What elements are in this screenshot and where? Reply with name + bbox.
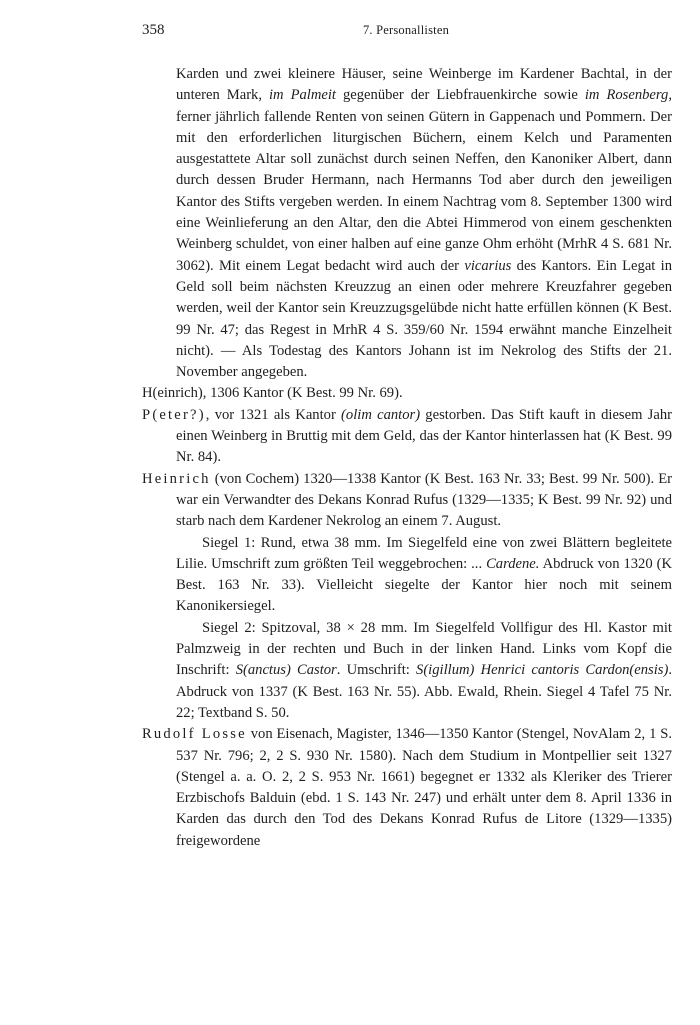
continuation-paragraph: Karden und zwei kleinere Häuser, seine Weinberge im Kardener Bachtal, in der unteren Mark, im Palmeit gegenüber der Liebfrauenkirche sowie im Rosenberg, ferner jährlich fallende Renten von seinen Gütern in Gappenach und Pommern. Der mit den erforderlichen liturgischen Büchern, einem Kelch und Paramenten ausgestattete Altar soll zunächst durch seinen Neffen, den Kanoniker Albert, dann durch dessen Bruder Hermann, nach Hermanns Tod aber durch den jeweiligen Kantor des Stifts vergeben werden. In einem Nachtrag vom 8. September 1300 wird eine Weinlieferung an den Altar, den die Abtei Himmerod von einem geschenkten Weinberg schuldet, von einer halben auf eine ganze Ohm erhöht (MrhR 4 S. 681 Nr. 3062). Mit einem Legat bedacht wird auch der vicarius des Kantors. Ein Legat in Geld soll beim nächsten Kreuzzug an einen oder mehrere Kreuzfahrer gegeben werden, weil der Kantor sein Kreuzzugsgelübde nicht hatte erfüllen können (K Best. 99 Nr. 47; das Regest in MrhR 4 S. 359/60 Nr. 1594 erwähnt manche Einzelheit nicht). — Als Todestag des Kantors Johann ist im Nekrolog des Stifts der 21. November angegeben. — [176, 66, 672, 381]
entry-name: Heinrich — [142, 470, 211, 487]
page-number: 358 — [142, 22, 165, 38]
entry-heinrich-1306: H(einrich), 1306 Kantor (K Best. 99 Nr. 69). — [142, 385, 403, 402]
body-text — [142, 64, 672, 852]
page-header — [142, 22, 670, 46]
entry-name: Rudolf Losse — [142, 726, 247, 743]
entry-rudolf-losse: Rudolf Losse von Eisenach, Magister, 1346—1350 Kantor (Stengel, NovAlam 2, 1 S. 537 Nr. 796; 2, 2 S. 930 Nr. 1580). Nach dem Studium in Montpellier seit 1327 (Stengel a. a. O. 2, 2 S. 953 Nr. 1661) begegnet er 1332 als Kleriker des Trierer Erzbischofs Balduin (ebd. 1 S. 143 Nr. 247) und erhält unter dem 8. April 1336 in Karden das durch den Tod des Dekans Konrad Rufus de Litore (1329—1335) freigewordene — [142, 726, 672, 849]
entry-peter: P(eter?), vor 1321 als Kantor (olim cantor) gestorben. Das Stift kauft in diesem Jahr einen Weinberg in Bruttig mit dem Geld, das der Kantor hinterlassen hat (K Best. 99 Nr. 84). — [142, 406, 672, 466]
entry-name: P(eter?) — [142, 406, 206, 423]
running-title: 7. Personallisten — [362, 23, 450, 37]
seal-2-paragraph: Siegel 2: Spitzoval, 38 × 28 mm. Im Siegelfeld Vollfigur des Hl. Kastor mit Palmzweig in der rechten und Buch in der linken Hand. Links vom Kopf die Inschrift: S(anctus) Castor. Umschrift: S(igillum) Henrici cantoris Cardon(ensis). Abdruck von 1337 (K Best. 163 Nr. 55). Abb. Ewald, Rhein. Siegel 4 Tafel 75 Nr. 22; Textband S. 50. — [176, 619, 672, 721]
seal-1-paragraph: Siegel 1: Rund, etwa 38 mm. Im Siegelfeld eine von zwei Blättern begleitete Lilie. Umschrift zum größten Teil weggebrochen: ... Cardene. Abdruck von 1320 (K Best. 163 Nr. 33). Vielleicht siegelte der Kantor hier noch mit seinem Kanonikersiegel. — [176, 534, 672, 615]
entry-name: H(einrich) — [142, 385, 203, 402]
entry-heinrich-cochem: Heinrich (von Cochem) 1320—1338 Kantor (K Best. 163 Nr. 33; Best. 99 Nr. 500). Er war ein Verwandter des Dekans Konrad Rufus (1329—1335; K Best. 99 Nr. 92) und starb nach dem Kardener Nekrolog an einem 7. August. — [142, 470, 672, 530]
